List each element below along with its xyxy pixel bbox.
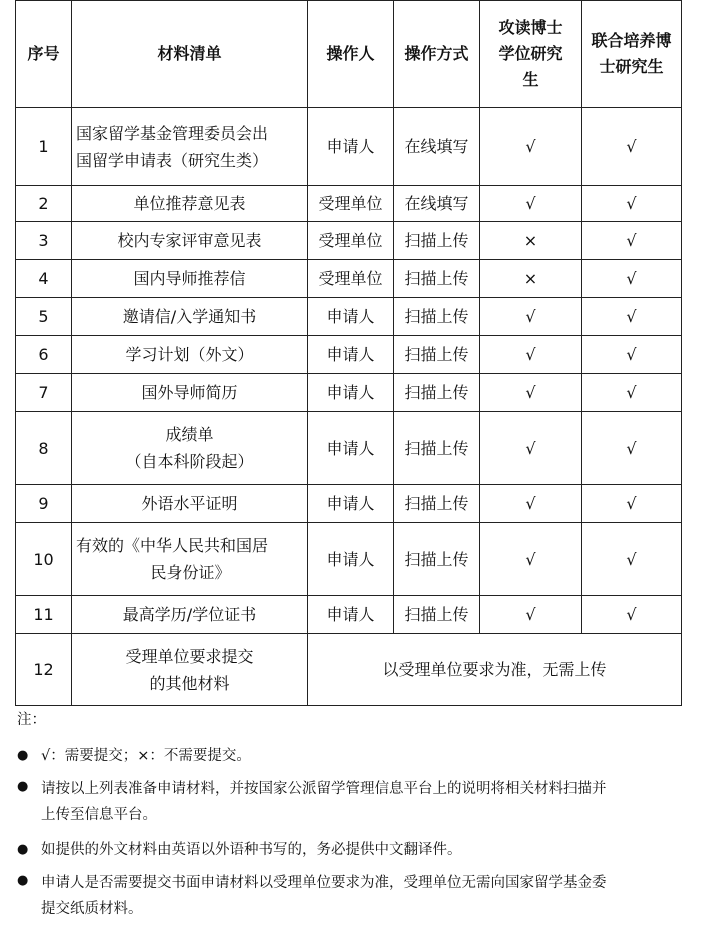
header-joint-line: 士研究生 [599, 57, 664, 76]
cell-material [72, 412, 308, 485]
header-index: 序号 [16, 1, 72, 108]
table-row [16, 523, 682, 596]
note-text: 申请人是否需要提交书面申请材料以受理单位要求为准，受理单位无需向国家留学基金委 [41, 875, 607, 891]
cell-method: 扫描上传 [394, 412, 480, 485]
cell-doctoral-mark: √ [480, 523, 582, 596]
cell-doctoral-mark: √ [480, 108, 582, 186]
material-line: 最高学历/学位证书 [122, 605, 257, 624]
cell-method: 扫描上传 [394, 523, 480, 596]
material-line: 单位推荐意见表 [133, 194, 246, 213]
material-line: 民身份证》 [150, 563, 231, 582]
material-line: 邀请信/入学通知书 [122, 307, 257, 326]
material-line: 成绩单 [165, 425, 214, 444]
cell-method: 扫描上传 [394, 222, 480, 260]
cell-method: 扫描上传 [394, 298, 480, 336]
note-item [17, 838, 697, 862]
cell-index: 5 [16, 298, 72, 336]
cell-doctoral-mark: √ [480, 412, 582, 485]
notes-section [17, 708, 697, 932]
cell-index: 10 [16, 523, 72, 596]
material-line: 外语水平证明 [141, 494, 238, 513]
cell-index: 7 [16, 374, 72, 412]
cell-index: 11 [16, 596, 72, 634]
cell-material [72, 222, 308, 260]
notes-title: 注： [17, 712, 46, 728]
cell-operator: 申请人 [308, 108, 394, 186]
table-row [16, 336, 682, 374]
cell-merged-note: 以受理单位要求为准，无需上传 [308, 634, 682, 706]
note-text: √：需要提交；×：不需要提交。 [41, 748, 251, 764]
cell-joint-mark: √ [582, 523, 682, 596]
cell-operator: 申请人 [308, 374, 394, 412]
cell-operator: 受理单位 [308, 260, 394, 298]
cell-material [72, 336, 308, 374]
bullet-icon: ● [17, 873, 29, 888]
table-row [16, 108, 682, 186]
cell-material [72, 596, 308, 634]
cell-material [72, 260, 308, 298]
cell-method: 在线填写 [394, 108, 480, 186]
cell-joint-mark: √ [582, 336, 682, 374]
note-text: 如提供的外文材料由英语以外语种书写的，务必提供中文翻译件。 [41, 842, 462, 858]
cell-index: 3 [16, 222, 72, 260]
cell-method: 扫描上传 [394, 596, 480, 634]
header-operator: 操作人 [308, 1, 394, 108]
material-line: 的其他材料 [149, 673, 230, 693]
material-line: 受理单位要求提交 [125, 646, 254, 666]
cell-joint-mark: √ [582, 186, 682, 222]
header-joint-line: 联合培养博 [591, 31, 672, 50]
table-row [16, 485, 682, 523]
cell-doctoral-mark: √ [480, 596, 582, 634]
table-body [16, 108, 682, 706]
bullet-icon: ● [17, 842, 29, 857]
material-line: 有效的《中华人民共和国居 [76, 536, 269, 555]
header-doctoral-line: 学位研究 [498, 44, 563, 63]
notes-list [17, 744, 697, 923]
cell-operator: 申请人 [308, 523, 394, 596]
material-line: 国留学申请表（研究生类） [76, 150, 269, 170]
cell-doctoral-mark: × [480, 260, 582, 298]
cell-joint-mark: √ [582, 374, 682, 412]
note-item [17, 744, 697, 768]
material-line: 国外导师简历 [141, 383, 238, 402]
note-text: 提交纸质材料。 [41, 901, 143, 917]
cell-operator: 申请人 [308, 336, 394, 374]
cell-method: 扫描上传 [394, 260, 480, 298]
cell-index: 9 [16, 485, 72, 523]
cell-joint-mark: √ [582, 108, 682, 186]
cell-method: 扫描上传 [394, 374, 480, 412]
cell-joint-mark: √ [582, 596, 682, 634]
cell-index: 6 [16, 336, 72, 374]
header-method: 操作方式 [394, 1, 480, 108]
cell-index: 2 [16, 186, 72, 222]
cell-index: 4 [16, 260, 72, 298]
table-row [16, 298, 682, 336]
cell-joint-mark: √ [582, 485, 682, 523]
header-material: 材料清单 [72, 1, 308, 108]
header-doctoral [480, 1, 582, 108]
header-doctoral-line: 生 [522, 70, 539, 89]
cell-method: 在线填写 [394, 186, 480, 222]
cell-doctoral-mark: √ [480, 298, 582, 336]
material-line: 学习计划（外文） [125, 345, 254, 364]
note-text: 上传至信息平台。 [41, 807, 157, 823]
note-item [17, 775, 697, 829]
header-joint [582, 1, 682, 108]
cell-operator: 申请人 [308, 298, 394, 336]
table-row [16, 374, 682, 412]
cell-material [72, 108, 308, 186]
cell-operator: 受理单位 [308, 222, 394, 260]
cell-doctoral-mark: √ [480, 374, 582, 412]
note-text: 请按以上列表准备申请材料，并按国家公派留学管理信息平台上的说明将相关材料扫描并 [41, 781, 607, 797]
cell-method: 扫描上传 [394, 336, 480, 374]
material-line: （自本科阶段起） [125, 452, 254, 471]
cell-material [72, 523, 308, 596]
cell-doctoral-mark: √ [480, 485, 582, 523]
material-line: 国家留学基金管理委员会出 [76, 123, 269, 143]
cell-operator: 申请人 [308, 412, 394, 485]
materials-table [15, 0, 682, 706]
cell-operator: 受理单位 [308, 186, 394, 222]
cell-index: 1 [16, 108, 72, 186]
cell-operator: 申请人 [308, 485, 394, 523]
cell-joint-mark: √ [582, 260, 682, 298]
cell-index: 8 [16, 412, 72, 485]
bullet-icon: ● [17, 748, 29, 763]
cell-operator: 申请人 [308, 596, 394, 634]
cell-doctoral-mark: √ [480, 336, 582, 374]
cell-material [72, 485, 308, 523]
cell-material [72, 186, 308, 222]
material-line: 校内专家评审意见表 [117, 231, 262, 250]
cell-material [72, 298, 308, 336]
table-header-row [16, 1, 682, 108]
cell-doctoral-mark: √ [480, 186, 582, 222]
table-row [16, 222, 682, 260]
note-item [17, 869, 697, 923]
table-row [16, 596, 682, 634]
cell-index: 12 [16, 634, 72, 706]
bullet-icon: ● [17, 779, 29, 794]
cell-material [72, 634, 308, 706]
cell-joint-mark: √ [582, 412, 682, 485]
cell-joint-mark: √ [582, 222, 682, 260]
cell-material [72, 374, 308, 412]
table-row [16, 260, 682, 298]
table-row [16, 412, 682, 485]
material-line: 国内导师推荐信 [133, 269, 246, 288]
table-row [16, 186, 682, 222]
cell-method: 扫描上传 [394, 485, 480, 523]
cell-joint-mark: √ [582, 298, 682, 336]
cell-doctoral-mark: × [480, 222, 582, 260]
header-doctoral-line: 攻读博士 [498, 18, 563, 37]
table-row-last [16, 634, 682, 706]
